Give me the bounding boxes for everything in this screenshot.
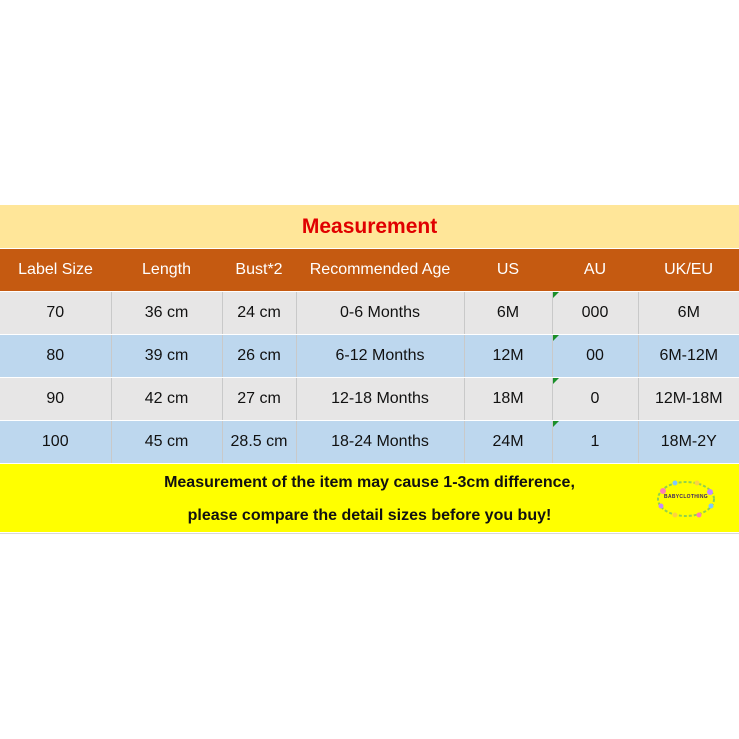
header-au: AU (552, 249, 638, 292)
cell-marker-icon (553, 378, 559, 384)
table-row (0, 378, 739, 421)
cell-us: 12M (464, 335, 552, 378)
size-table (0, 205, 739, 533)
table-row (0, 421, 739, 464)
cell-length: 42 cm (111, 378, 222, 421)
cell-label-size: 70 (0, 292, 111, 335)
cell-us: 24M (464, 421, 552, 464)
cell-au (552, 378, 638, 421)
cell-uk-eu: 12M-18M (638, 378, 739, 421)
floral-wreath-logo-icon (655, 479, 717, 519)
cell-au (552, 335, 638, 378)
cell-bust: 26 cm (222, 335, 296, 378)
cell-recommended-age: 0-6 Months (296, 292, 464, 335)
cell-marker-icon (553, 292, 559, 298)
cell-label-size: 80 (0, 335, 111, 378)
note-line-1: Measurement of the item may cause 1-3cm difference, (164, 474, 575, 491)
cell-au-value: 0 (590, 390, 600, 407)
cell-length: 45 cm (111, 421, 222, 464)
note-line-2: please compare the detail sizes before you buy! (187, 507, 552, 524)
cell-au (552, 292, 638, 335)
size-chart (0, 205, 739, 533)
cell-label-size: 100 (0, 421, 111, 464)
cell-recommended-age: 6-12 Months (296, 335, 464, 378)
header-length: Length (111, 249, 222, 292)
logo-text: BABYCLOTHING (664, 494, 708, 500)
header-row (0, 249, 739, 292)
note-box (0, 464, 739, 532)
cell-au-value: 000 (581, 304, 609, 321)
note-row (0, 464, 739, 533)
table-row (0, 335, 739, 378)
header-label-size: Label Size (0, 249, 111, 292)
cell-length: 39 cm (111, 335, 222, 378)
cell-uk-eu: 6M-12M (638, 335, 739, 378)
cell-au-value: 00 (586, 347, 604, 364)
cell-au (552, 421, 638, 464)
cell-bust: 28.5 cm (222, 421, 296, 464)
cell-bust: 27 cm (222, 378, 296, 421)
header-recommended-age: Recommended Age (296, 249, 464, 292)
sheet-divider (0, 533, 739, 534)
cell-uk-eu: 6M (638, 292, 739, 335)
table-row (0, 292, 739, 335)
cell-us: 6M (464, 292, 552, 335)
cell-length: 36 cm (111, 292, 222, 335)
header-uk-eu: UK/EU (638, 249, 739, 292)
cell-au-value: 1 (590, 433, 600, 450)
header-bust: Bust*2 (222, 249, 296, 292)
cell-recommended-age: 18-24 Months (296, 421, 464, 464)
cell-bust: 24 cm (222, 292, 296, 335)
cell-us: 18M (464, 378, 552, 421)
cell-label-size: 90 (0, 378, 111, 421)
cell-marker-icon (553, 421, 559, 427)
cell-uk-eu: 18M-2Y (638, 421, 739, 464)
chart-title: Measurement (0, 205, 739, 249)
cell-recommended-age: 12-18 Months (296, 378, 464, 421)
title-row (0, 205, 739, 249)
cell-marker-icon (553, 335, 559, 341)
header-us: US (464, 249, 552, 292)
